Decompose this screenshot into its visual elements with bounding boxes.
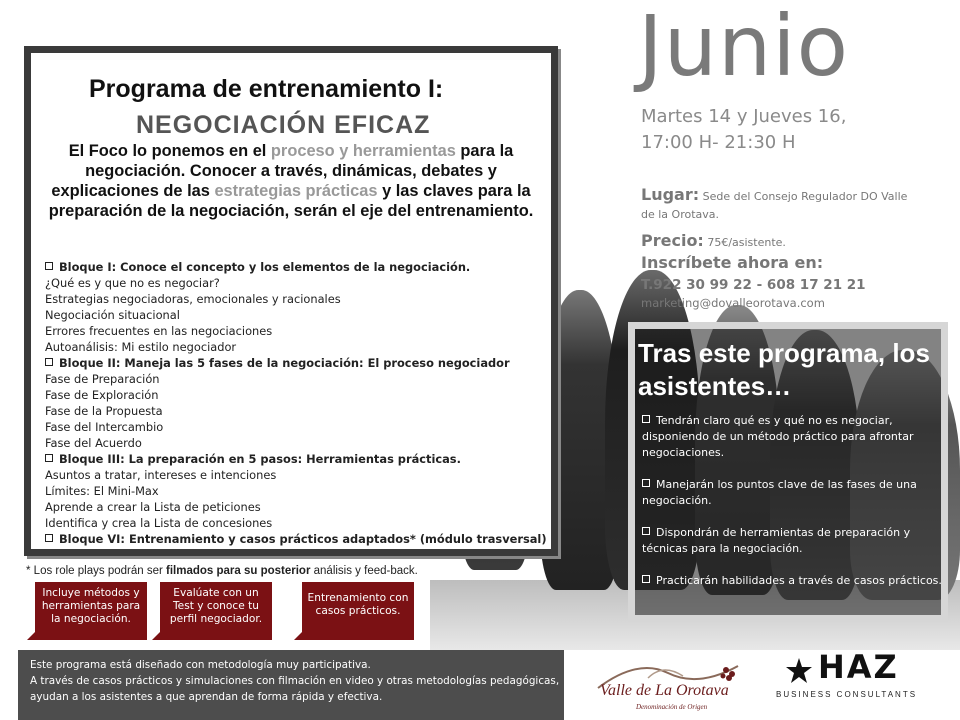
block-item: Fase del Acuerdo (45, 436, 142, 450)
event-registration: Inscríbete ahora en: (641, 253, 824, 272)
block-item: ¿Qué es y que no es negociar? (45, 276, 220, 290)
feature-tag-methods: Incluye métodos y herramientas para la negociación. (35, 582, 147, 640)
valle-orotava-sub: Denominación de Origen (636, 703, 708, 711)
outcomes-panel (628, 322, 948, 622)
checkbox-bullet-icon (45, 454, 53, 462)
event-dates: Martes 14 y Jueves 16, 17:00 H- 21:30 H (641, 106, 847, 153)
outcome-item: Tendrán claro qué es y qué no es negociar, disponiendo de un método práctico para afrontar negociaciones. (642, 414, 914, 459)
block-item: Fase de Preparación (45, 372, 160, 386)
checkbox-bullet-icon (642, 479, 650, 487)
event-month: Junio (638, 0, 849, 95)
event-price: Precio: 75€/asistente. (641, 231, 786, 250)
program-panel (24, 46, 558, 556)
program-subtitle: NEGOCIACIÓN EFICAZ (136, 111, 431, 139)
program-intro: El Foco lo ponemos en el proceso y herramientas para la negociación. Conocer a través, dinámicas, debates y explicaciones de las estrategias prácticas y las claves para la preparación de la negociación, serán el eje del entrenamiento. (48, 142, 534, 220)
outcome-item: Practicarán habilidades a través de casos prácticos. (642, 573, 942, 589)
methodology-bar (18, 650, 564, 720)
event-phones[interactable]: T.922 30 99 22 - 608 17 21 21 (641, 277, 866, 293)
block-item: Fase de Exploración (45, 388, 159, 402)
haz-star-icon (784, 656, 814, 686)
block-item: Fase de la Propuesta (45, 404, 163, 418)
block-item: Límites: El Mini-Max (45, 484, 159, 498)
feature-tag-test: Evalúate con un Test y conoce tu perfil negociador. (160, 582, 272, 640)
block-item: Errores frecuentes en las negociaciones (45, 324, 273, 338)
outcome-item: Dispondrán de herramientas de preparación y técnicas para la negociación. (642, 526, 911, 555)
block-item: Fase del Intercambio (45, 420, 164, 434)
haz-subtitle: BUSINESS CONSULTANTS (776, 690, 918, 699)
feature-tag-training: Entrenamiento con casos prácticos. (302, 582, 414, 640)
footnote: * Los role plays podrán ser filmados para su posterior análisis y feed-back. (26, 565, 418, 577)
event-location: Lugar: Sede del Consejo Regulador DO Valle de la Orotava. (641, 185, 908, 221)
checkbox-bullet-icon (45, 534, 53, 542)
valle-orotava-name: Valle de La Orotava (600, 682, 729, 699)
outcomes-list (642, 413, 942, 605)
outcome-item: Manejarán los puntos clave de las fases de una negociación. (642, 478, 917, 507)
checkbox-bullet-icon (45, 358, 53, 366)
block-heading: Bloque I: Conoce el concepto y los elementos de la negociación. (45, 259, 555, 275)
haz-logo-text: HAZ (818, 648, 899, 686)
block-heading: Bloque II: Maneja las 5 fases de la negociación: El proceso negociador (45, 355, 555, 371)
program-blocks (45, 259, 555, 547)
checkbox-bullet-icon (642, 415, 650, 423)
block-item: Autoanálisis: Mi estilo negociador (45, 340, 237, 354)
outcomes-title: Tras este programa, los asistentes… (638, 338, 930, 401)
block-item: Negociación situacional (45, 308, 180, 322)
block-item: Identifica y crea la Lista de concesiones (45, 516, 273, 530)
program-title: Programa de entrenamiento I: (89, 75, 444, 103)
block-item: Estrategias negociadoras, emocionales y racionales (45, 292, 341, 306)
methodology-text: Este programa está diseñado con metodología muy participativa. A través de casos prácticos y simulaciones con filmación en video y otras metodologías pedagógicas, ayudan a los asistentes a que aprendan de forma rápida y efectiva. (30, 659, 560, 703)
checkbox-bullet-icon (642, 575, 650, 583)
block-heading: Bloque VI: Entrenamiento y casos prácticos adaptados* (módulo trasversal) (45, 531, 555, 547)
event-email[interactable]: marketing@dovalleorotava.com (641, 296, 825, 310)
block-item: Aprende a crear la Lista de peticiones (45, 500, 261, 514)
checkbox-bullet-icon (642, 527, 650, 535)
block-item: Asuntos a tratar, intereses e intenciones (45, 468, 277, 482)
block-heading: Bloque III: La preparación en 5 pasos: Herramientas prácticas. (45, 451, 555, 467)
checkbox-bullet-icon (45, 262, 53, 270)
